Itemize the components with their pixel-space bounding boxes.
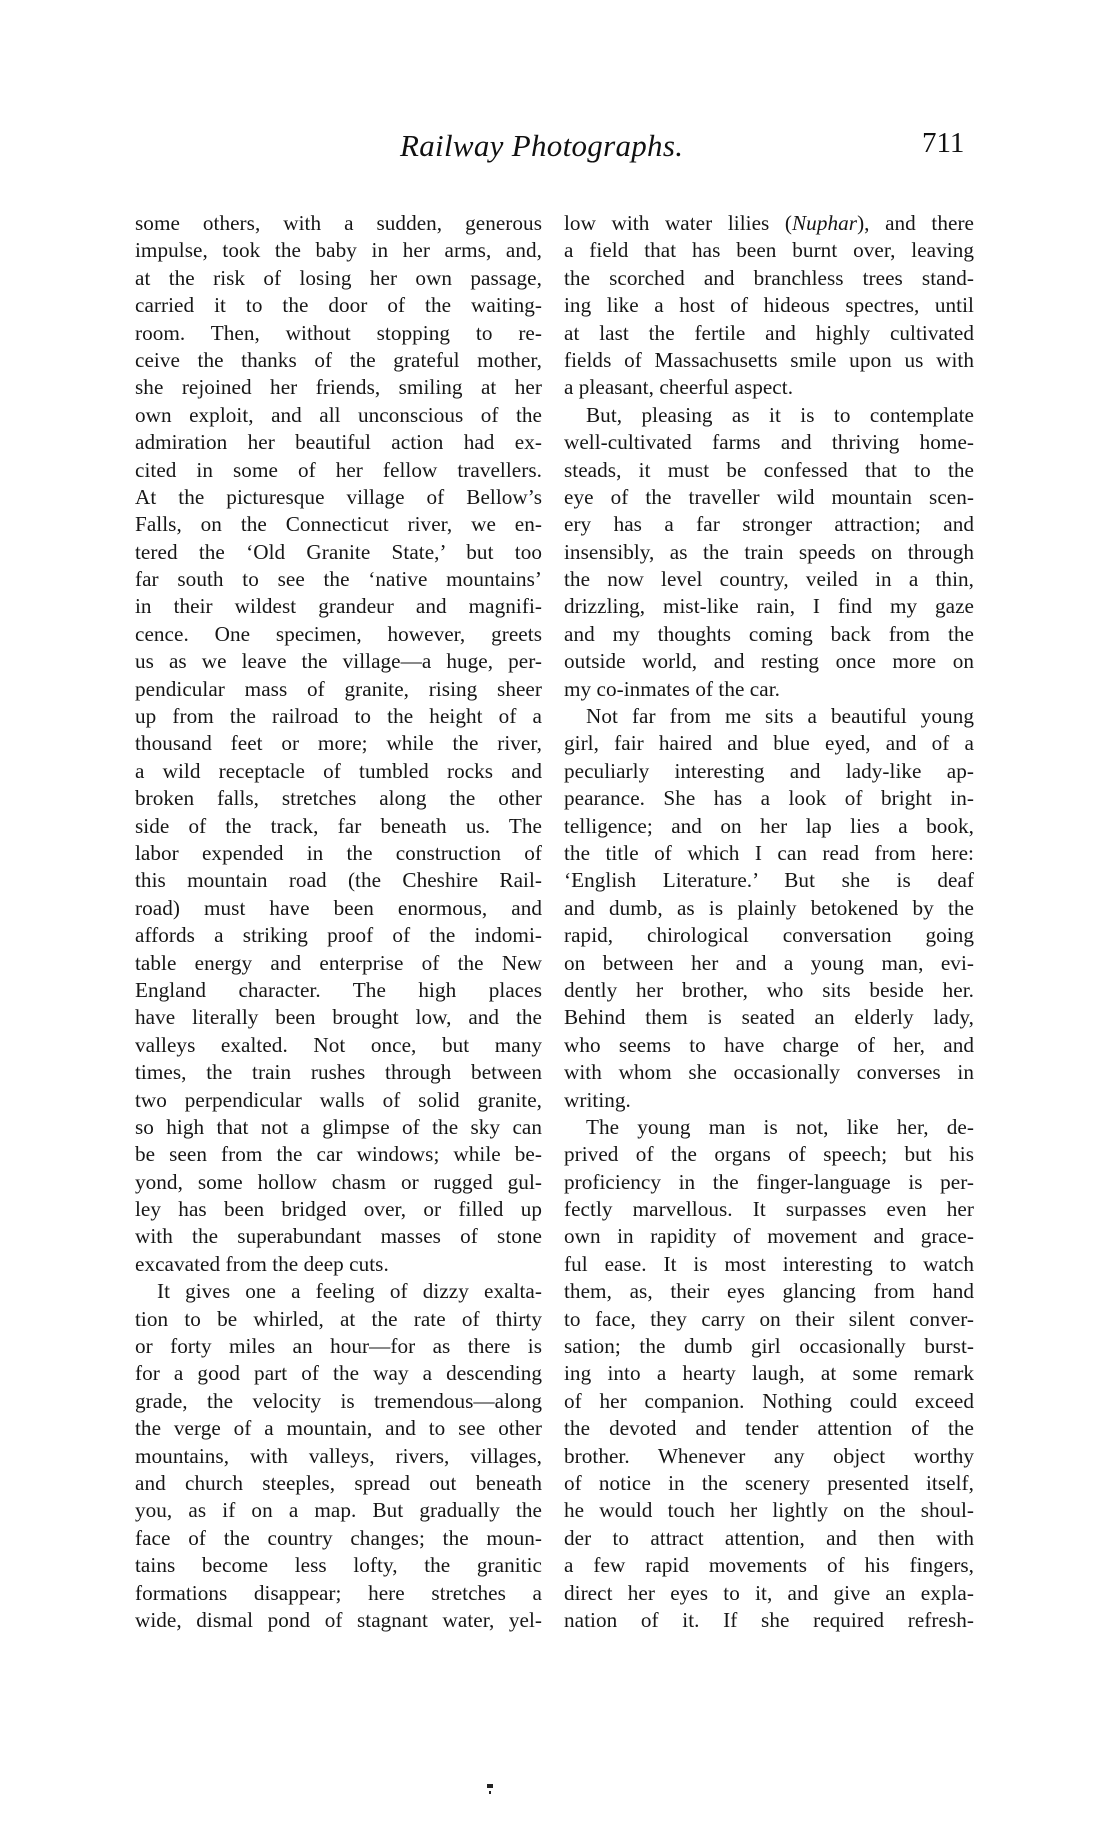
text-line: yond, some hollow chasm or rugged gul- [135,1169,542,1194]
text-line: excavated from the deep cuts. [135,1251,389,1276]
text-line: insensibly, as the train speeds on through [564,539,974,564]
text-line: on between her and a young man, evi- [564,950,974,975]
text-line: pendicular mass of granite, rising sheer [135,676,542,701]
text-line: cited in some of her fellow travellers. [135,457,542,482]
text-line: eye of the traveller wild mountain scen- [564,484,974,509]
text-line: sation; the dumb girl occasionally burst- [564,1334,974,1359]
text-line: formations disappear; here stretches a [135,1580,542,1605]
text-line: valleys exalted. Not once, but many [135,1032,542,1057]
text-line: telligence; and on her lap lies a book, [564,813,974,838]
text-line: dently her brother, who sits beside her. [564,977,974,1002]
right-column [564,210,974,1634]
text-segment: ), and there [857,211,974,235]
text-line: Not far from me sits a beautiful young [586,704,974,729]
text-line: tains become less lofty, the granitic [135,1553,542,1578]
text-line: tion to be whirled, at the rate of thirty [135,1306,542,1331]
text-line: with the superabundant masses of stone [135,1224,542,1249]
text-line: and my thoughts coming back from the [564,621,974,646]
text-segment: low with water lilies ( [564,211,792,235]
text-line: at the risk of losing her own passage, [135,265,542,290]
text-line: with whom she occasionally converses in [564,1060,974,1085]
text-line: wide, dismal pond of stagnant water, yel- [135,1607,542,1632]
text-line: thousand feet or more; while the river, [135,731,542,756]
text-line: The young man is not, like her, de- [586,1114,974,1139]
text-line: Falls, on the Connecticut river, we en- [135,512,542,537]
text-line: nation of it. If she required refresh- [564,1607,974,1632]
text-line: have literally been brought low, and the [135,1005,542,1030]
text-line: of her companion. Nothing could exceed [564,1388,974,1413]
text-line: face of the country changes; the moun- [135,1525,542,1550]
text-line: a field that has been burnt over, leaving [564,238,974,263]
text-line: the title of which I can read from here: [564,840,974,865]
text-line: times, the train rushes through between [135,1060,542,1085]
text-line: But, pleasing as it is to contemplate [586,402,974,427]
text-line: side of the track, far beneath us. The [135,813,542,838]
text-line: a wild receptacle of tumbled rocks and [135,758,542,783]
text-line: my co-inmates of the car. [564,676,780,701]
text-line: the verge of a mountain, and to see other [135,1416,542,1441]
text-line: far south to see the ‘native mountains’ [135,567,542,592]
text-line: ing into a hearty laugh, at some remark [564,1361,974,1386]
text-line: England character. The high places [135,977,542,1002]
text-line: proficiency in the finger-language is per- [564,1169,974,1194]
text-line [564,210,974,237]
running-head: Railway Photographs. [400,128,684,163]
text-line: tered the ‘Old Granite State,’ but too [135,539,542,564]
text-line: affords a striking proof of the indomi- [135,923,542,948]
text-line: of notice in the scenery presented itself, [564,1470,974,1495]
text-line: own exploit, and all unconscious of the [135,402,542,427]
text-line: Behind them is seated an elderly lady, [564,1005,974,1030]
text-line: ‘English Literature.’ But she is deaf [564,868,974,893]
text-line: ery has a far stronger attraction; and [564,512,974,537]
text-line: At the picturesque village of Bellow’s [135,484,542,509]
text-line: broken falls, stretches along the other [135,786,542,811]
text-line: us as we leave the village—a huge, per- [135,649,542,674]
text-line: well-cultivated farms and thriving home- [564,430,974,455]
italic-term: Nuphar [792,211,858,235]
text-line: and dumb, as is plainly betokened by the [564,895,974,920]
text-line: to face, they carry on their silent conver- [564,1306,974,1331]
print-speck [489,1791,491,1794]
text-line: grade, the velocity is tremendous—along [135,1388,542,1413]
text-line: so high that not a glimpse of the sky can [135,1114,542,1139]
text-line: outside world, and resting once more on [564,649,974,674]
text-line: the scorched and branchless trees stand- [564,265,974,290]
text-line: ceive the thanks of the grateful mother, [135,347,542,372]
text-line: for a good part of the way a descending [135,1361,542,1386]
text-line: mountains, with valleys, rivers, villages, [135,1443,542,1468]
text-line: the devoted and tender attention of the [564,1416,974,1441]
text-line: labor expended in the construction of [135,840,542,865]
text-line: impulse, took the baby in her arms, and, [135,238,542,263]
text-line: girl, fair haired and blue eyed, and of a [564,731,974,756]
text-line: ley has been bridged over, or filled up [135,1197,542,1222]
page-number: 711 [922,127,965,159]
text-line: steads, it must be confessed that to the [564,457,974,482]
text-line: pearance. She has a look of bright in- [564,786,974,811]
text-line: admiration her beautiful action had ex- [135,430,542,455]
text-line: he would touch her lightly on the shoul- [564,1498,974,1523]
text-line: room. Then, without stopping to re- [135,320,542,345]
text-line: who seems to have charge of her, and [564,1032,974,1057]
text-line: the now level country, veiled in a thin, [564,567,974,592]
text-line: a pleasant, cheerful aspect. [564,375,794,400]
text-line: drizzling, mist-like rain, I find my gaze [564,594,974,619]
text-line: carried it to the door of the waiting- [135,293,542,318]
text-line: own in rapidity of movement and grace- [564,1224,974,1249]
text-line: them, as, their eyes glancing from hand [564,1279,974,1304]
text-line: der to attract attention, and then with [564,1525,974,1550]
text-line: road) must have been enormous, and [135,895,542,920]
text-line: prived of the organs of speech; but his [564,1142,974,1167]
text-line: or forty miles an hour—for as there is [135,1334,542,1359]
text-line: direct her eyes to it, and give an expla- [564,1580,974,1605]
text-line: in their wildest grandeur and magnifi- [135,594,542,619]
print-speck [487,1784,493,1788]
text-line: a few rapid movements of his fingers, [564,1553,974,1578]
text-line: you, as if on a map. But gradually the [135,1498,542,1523]
text-line: be seen from the car windows; while be- [135,1142,542,1167]
text-line: some others, with a sudden, generous [135,211,542,235]
left-column [135,210,542,1634]
text-line: fectly marvellous. It surpasses even her [564,1197,974,1222]
text-line: ing like a host of hideous spectres, until [564,293,974,318]
text-line: peculiarly interesting and lady-like ap- [564,758,974,783]
text-line: she rejoined her friends, smiling at her [135,375,542,400]
text-line: writing. [564,1087,631,1112]
text-line: It gives one a feeling of dizzy exalta- [157,1279,542,1304]
text-line: this mountain road (the Cheshire Rail- [135,868,542,893]
text-line: table energy and enterprise of the New [135,950,542,975]
text-line: ful ease. It is most interesting to watch [564,1251,974,1276]
text-line: fields of Massachusetts smile upon us with [564,347,974,372]
text-line: rapid, chirological conversation going [564,923,974,948]
text-line: at last the fertile and highly cultivated [564,320,974,345]
text-line: brother. Whenever any object worthy [564,1443,974,1468]
text-line: cence. One specimen, however, greets [135,621,542,646]
text-line: up from the railroad to the height of a [135,704,542,729]
text-line: and church steeples, spread out beneath [135,1470,542,1495]
text-line: two perpendicular walls of solid granite, [135,1087,542,1112]
